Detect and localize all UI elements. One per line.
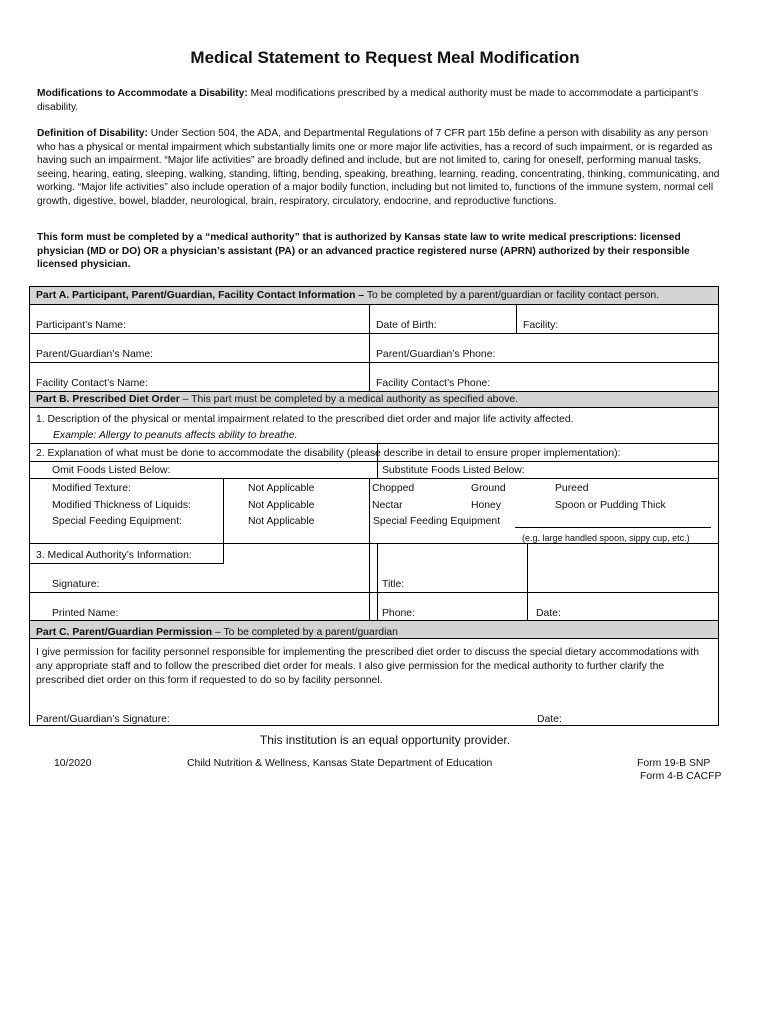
equal-opportunity-statement: This institution is an equal opportunity provider. xyxy=(259,733,511,747)
part-b-title xyxy=(36,394,518,405)
form-table xyxy=(29,286,719,726)
equipment-example: (e.g. large handled spoon, sippy cup, etc.) xyxy=(522,533,690,543)
honey-option[interactable]: Honey xyxy=(471,500,502,511)
chopped-option[interactable]: Chopped xyxy=(372,483,415,494)
guardian-date-field[interactable]: Date: xyxy=(537,714,562,725)
page-title: Medical Statement to Request Meal Modification xyxy=(190,48,580,67)
special-feeding-input-line[interactable] xyxy=(515,527,711,528)
form-number-snp: Form 19-B SNP xyxy=(637,758,711,769)
thickness-not-applicable-option[interactable]: Not Applicable xyxy=(248,500,315,511)
pureed-option[interactable]: Pureed xyxy=(555,483,589,494)
medical-date-field[interactable]: Date: xyxy=(536,608,561,619)
omit-foods-field[interactable]: Omit Foods Listed Below: xyxy=(52,465,171,476)
texture-not-applicable-option[interactable]: Not Applicable xyxy=(248,483,315,494)
part-b-title-bold: Part B. Prescribed Diet Order xyxy=(36,394,180,405)
spoon-thick-option[interactable]: Spoon or Pudding Thick xyxy=(555,500,666,511)
modified-thickness-label: Modified Thickness of Liquids: xyxy=(52,500,191,511)
definition-text: Under Section 504, the ADA, and Departmental Regulations of 7 CFR part 15b define a person with disability as any person who has a physical or mental impairment which substantially limits one or more major life activities, has a record of such impairment, or is regarded as having such an impairment. “Major life activities” are broadly defined and include, but are not limited to, caring for oneself, performing manual tasks, seeing, hearing, eating, sleeping, walking, standing, lifting, bending, speaking, breathing, learning, reading, concentrating, thinking, communicating, and working. “Major life activities” also include operation of a major bodily function, including but not limited to, functions of the immune system, normal cell growth, digestive, bowel, bladder, neurological, brain, respiratory, circulatory, endocrine, and reproductive functions. xyxy=(37,128,720,207)
facility-contact-name-field[interactable]: Facility Contact’s Name: xyxy=(36,378,148,389)
guardian-signature-field[interactable]: Parent/Guardian’s Signature: xyxy=(36,714,170,725)
part-a-title-rest: To be completed by a parent/guardian or facility contact person. xyxy=(364,290,660,301)
nectar-option[interactable]: Nectar xyxy=(372,500,403,511)
authority-paragraph: This form must be completed by a “medical authority” that is authorized by Kansas state law to write medical prescriptions: licensed physician (MD or DO) OR a physician’s assistant (PA) or an advanced practice registered nurse (APRN) authorized by their responsible licensed physician. xyxy=(37,232,690,270)
signature-field[interactable]: Signature: xyxy=(52,579,100,590)
form-date: 10/2020 xyxy=(54,758,92,769)
printed-name-field[interactable]: Printed Name: xyxy=(52,608,119,619)
definition-label: Definition of Disability: xyxy=(37,128,148,139)
special-feeding-option[interactable]: Special Feeding Equipment xyxy=(373,516,501,527)
phone-field[interactable]: Phone: xyxy=(382,608,415,619)
guardian-name-field[interactable]: Parent/Guardian’s Name: xyxy=(36,349,154,360)
definition-paragraph xyxy=(37,127,723,208)
date-of-birth-field[interactable]: Date of Birth: xyxy=(376,320,437,331)
participant-name-field[interactable]: Participant’s Name: xyxy=(36,320,126,331)
feeding-not-applicable-option[interactable]: Not Applicable xyxy=(248,516,315,527)
agency-name: Child Nutrition & Wellness, Kansas State Department of Education xyxy=(187,758,493,769)
ground-option[interactable]: Ground xyxy=(471,483,506,494)
modified-texture-label: Modified Texture: xyxy=(52,483,131,494)
part-a-title-bold: Part A. Participant, Parent/Guardian, Facility Contact Information – xyxy=(36,290,365,301)
modifications-text: Meal modifications prescribed by a medical authority must be made to accommodate a participant's disability. xyxy=(37,88,699,113)
part-c-title-bold: Part C. Parent/Guardian Permission xyxy=(36,627,213,638)
impairment-description-field[interactable]: 1. Description of the physical or mental impairment related to the prescribed diet order and major life activity affected. xyxy=(36,414,574,425)
form-number-cacfp: Form 4-B CACFP xyxy=(640,771,722,782)
special-feeding-label: Special Feeding Equipment: xyxy=(52,516,182,527)
substitute-foods-field[interactable]: Substitute Foods Listed Below: xyxy=(382,465,525,476)
guardian-phone-field[interactable]: Parent/Guardian’s Phone: xyxy=(376,349,496,360)
part-b-title-rest: – This part must be completed by a medical authority as specified above. xyxy=(179,394,519,405)
accommodation-explanation: 2. Explanation of what must be done to accommodate the disability (please describe in detail to ensure proper implementation): xyxy=(36,448,621,459)
part-c-title xyxy=(36,627,398,638)
modifications-label: Modifications to Accommodate a Disability: xyxy=(37,88,248,99)
impairment-example: Example: Allergy to peanuts affects ability to breathe. xyxy=(53,430,298,441)
facility-contact-phone-field[interactable]: Facility Contact’s Phone: xyxy=(376,378,491,389)
part-c-title-rest: – To be completed by a parent/guardian xyxy=(212,627,398,638)
modifications-paragraph xyxy=(37,87,723,114)
permission-text: I give permission for facility personnel responsible for implementing the prescribed diet order to discuss the special dietary accommodations with any appropriate staff and to follow the prescribed diet order for meals. I also give permission for the medical authority to further clarify the prescribed diet order on this form if requested to do so by facility personnel. xyxy=(36,647,700,686)
medical-authority-info-label: 3. Medical Authority’s Information: xyxy=(36,550,192,561)
title-field[interactable]: Title: xyxy=(382,579,405,590)
part-a-title xyxy=(36,290,659,301)
facility-field[interactable]: Facility: xyxy=(523,320,559,331)
